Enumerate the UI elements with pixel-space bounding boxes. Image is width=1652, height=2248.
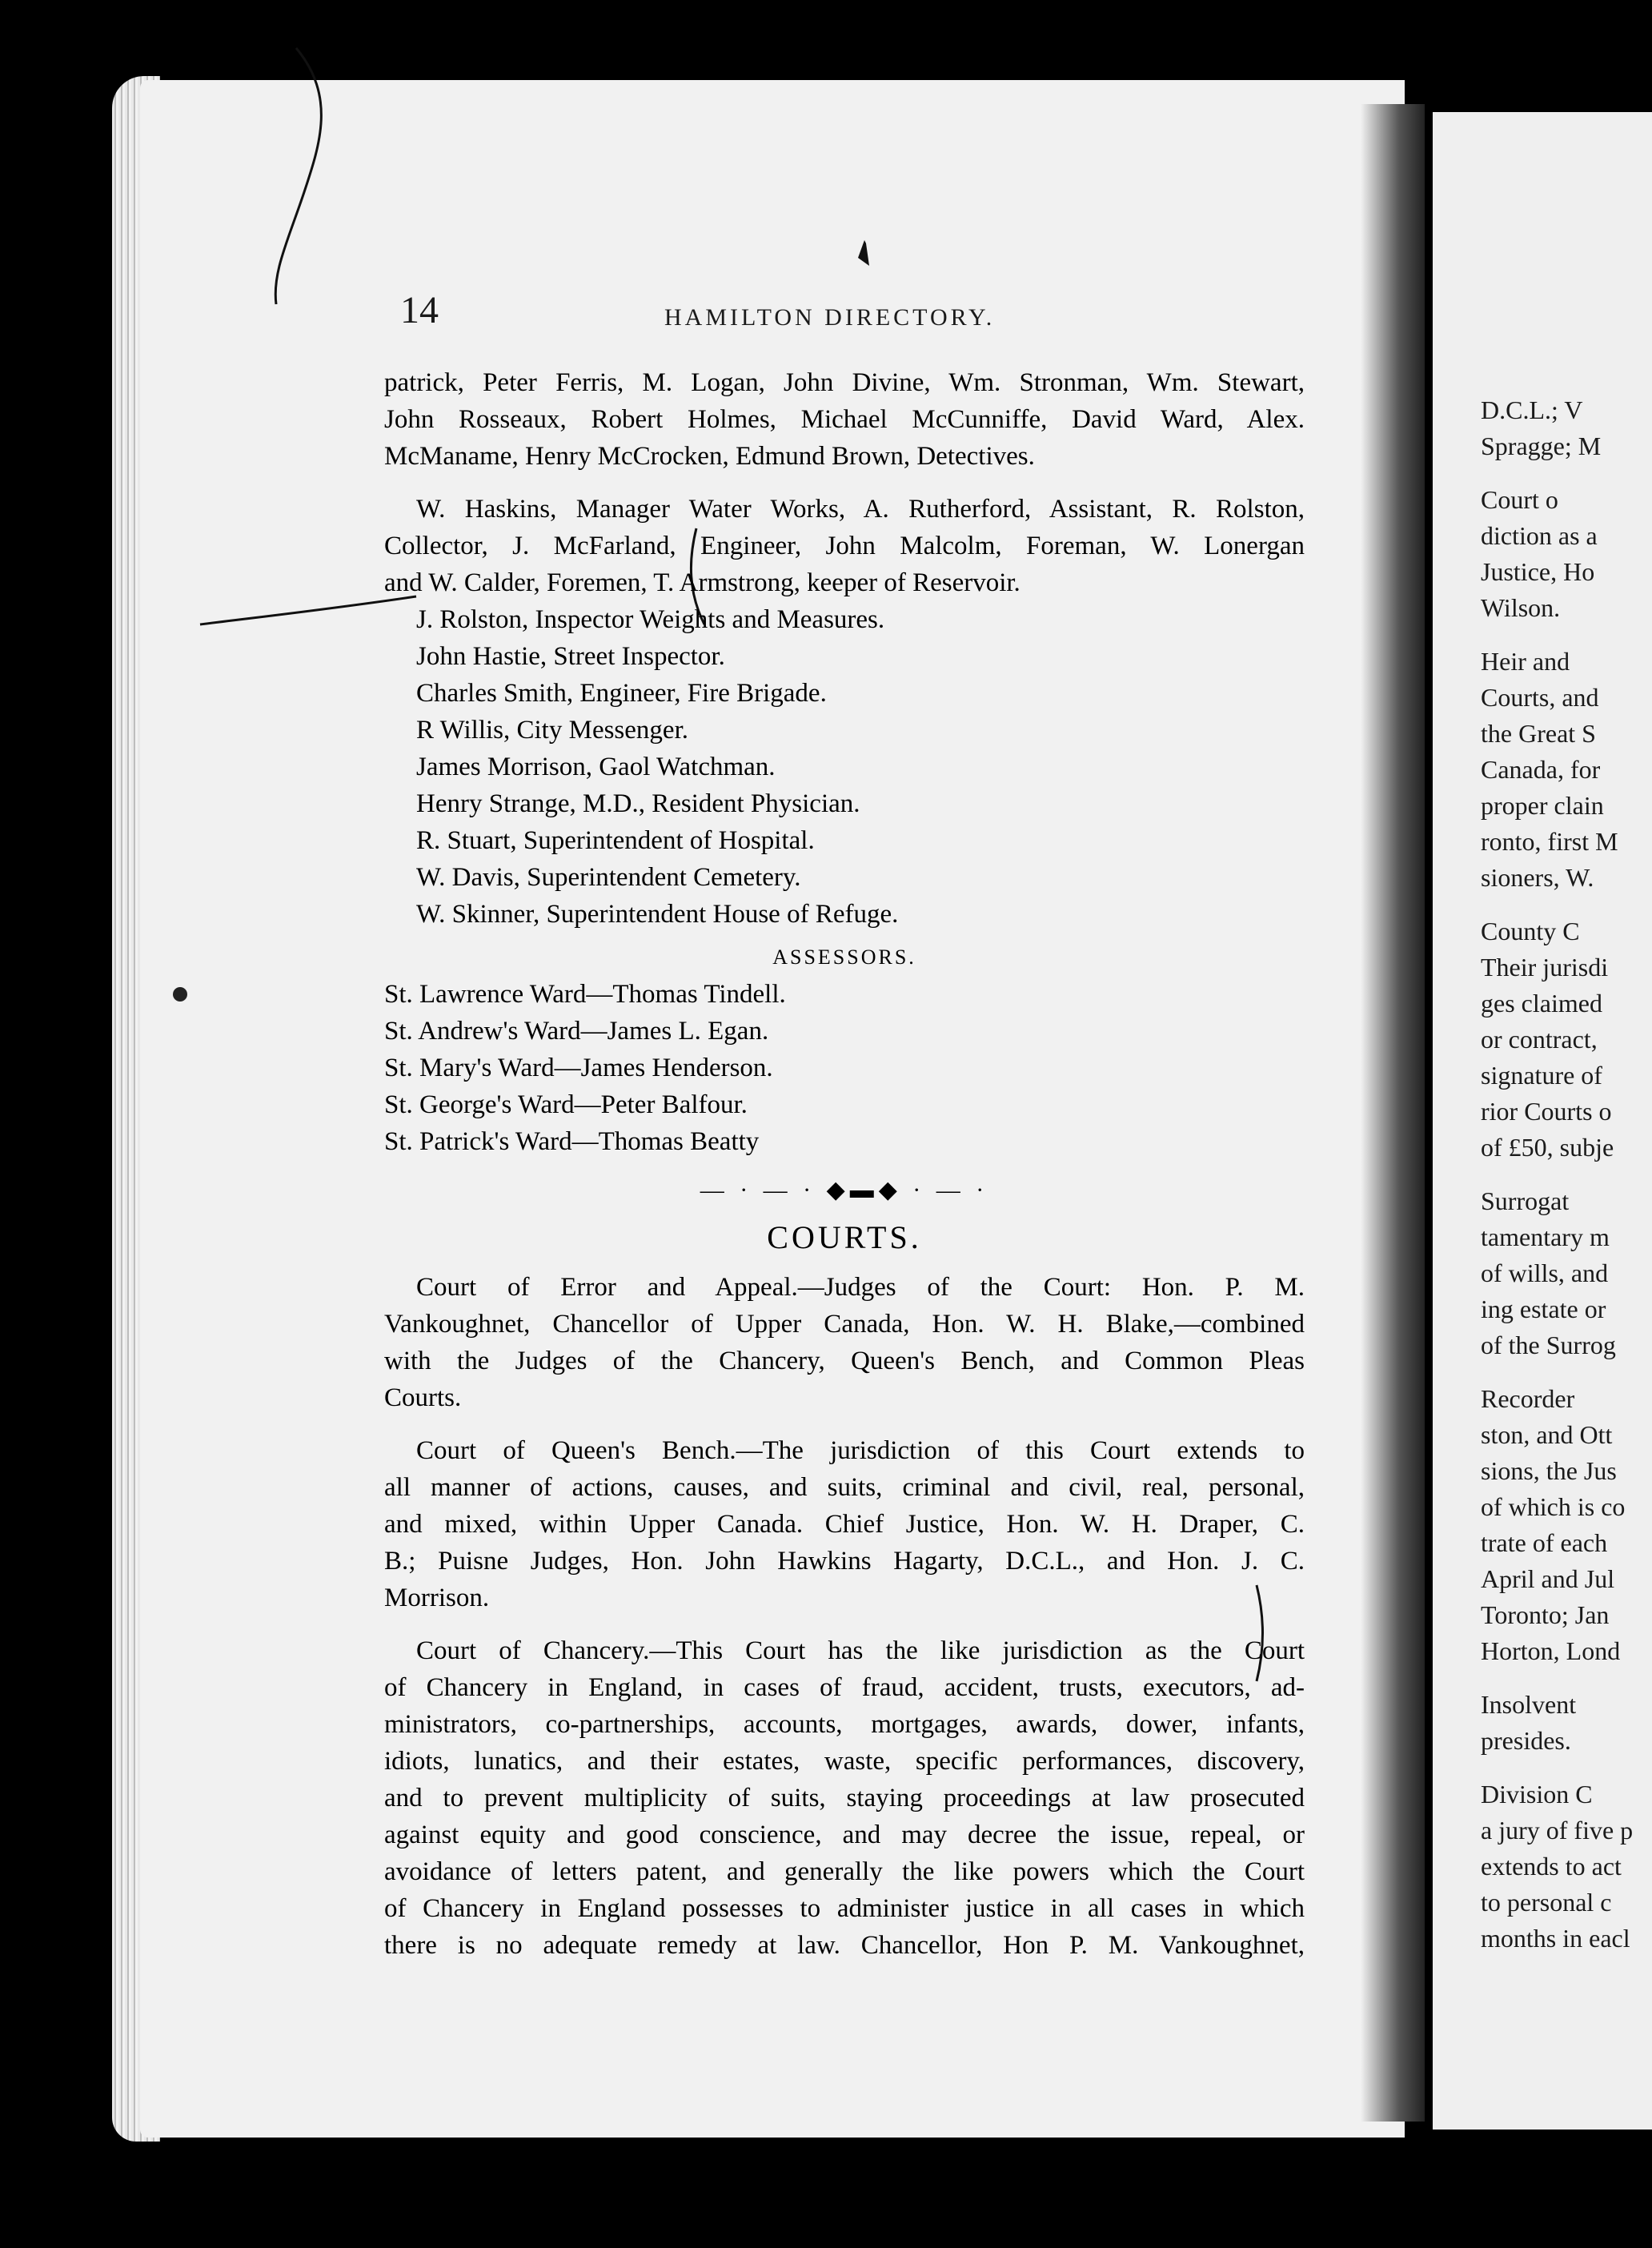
main-text — [384, 364, 1305, 1964]
text-line: idiots, lunatics, and their estates, waste, specific performances, discovery, — [384, 1747, 1305, 1776]
right-page-line: Insolvent — [1481, 1690, 1577, 1719]
right-page-line: or contract, — [1481, 1025, 1598, 1054]
officer-entry: W. Skinner, Superintendent House of Refuge. — [416, 900, 899, 929]
right-page-line: of the Surrog — [1481, 1331, 1616, 1359]
text-line: Morrison. — [384, 1584, 490, 1612]
text-line: Court of Queen's Bench.—The jurisdiction of this Court extends to — [416, 1436, 1305, 1465]
text-line: Collector, J. McFarland, Engineer, John Malcolm, Foreman, W. Lonergan — [384, 532, 1305, 560]
right-page-line: ges claimed — [1481, 989, 1602, 1018]
right-page-line: proper clain — [1481, 791, 1604, 820]
right-page-line: sioners, W. — [1481, 863, 1594, 892]
officer-entry: J. Rolston, Inspector Weights and Measures. — [416, 605, 885, 634]
right-page-line: County C — [1481, 917, 1580, 945]
right-page-line: rior Courts o — [1481, 1097, 1612, 1126]
right-page-line: Toronto; Jan — [1481, 1600, 1610, 1629]
right-page-line: trate of each — [1481, 1528, 1608, 1557]
assessors-heading: ASSESSORS. — [772, 945, 916, 969]
running-head — [400, 288, 1345, 344]
text-line: Court of Chancery.—This Court has the like jurisdiction as the Court — [416, 1636, 1305, 1665]
text-line: and to prevent multiplicity of suits, staying proceedings at law prosecuted — [384, 1784, 1305, 1812]
right-page-line: presides. — [1481, 1726, 1571, 1755]
right-page-line: of £50, subje — [1481, 1133, 1614, 1162]
assessor-entry: St. Andrew's Ward—James L. Egan. — [384, 1017, 769, 1046]
right-page-line: tamentary m — [1481, 1222, 1610, 1251]
text-line: Court of Error and Appeal.—Judges of the Court: Hon. P. M. — [416, 1273, 1305, 1302]
text-line: of Chancery in England, in cases of fraud, accident, trusts, executors, ad- — [384, 1673, 1305, 1702]
text-line: patrick, Peter Ferris, M. Logan, John Divine, Wm. Stronman, Wm. Stewart, — [384, 368, 1305, 397]
text-line: Courts. — [384, 1383, 462, 1412]
right-page-line: a jury of five p — [1481, 1816, 1634, 1845]
right-page-line: sions, the Jus — [1481, 1456, 1617, 1485]
officer-entry: James Morrison, Gaol Watchman. — [416, 753, 776, 781]
text-line: there is no adequate remedy at law. Chancellor, Hon P. M. Vankoughnet, — [384, 1931, 1305, 1960]
right-page-line: Their jurisdi — [1481, 953, 1609, 981]
assessor-entry: St. Mary's Ward—James Henderson. — [384, 1054, 773, 1082]
right-page-line: ston, and Ott — [1481, 1420, 1613, 1449]
right-page-line: Surrogat — [1481, 1186, 1570, 1215]
right-page-line: the Great S — [1481, 719, 1596, 748]
right-page-line: Court o — [1481, 485, 1558, 514]
right-page-line: Justice, Ho — [1481, 557, 1595, 586]
officer-entry: W. Davis, Superintendent Cemetery. — [416, 863, 801, 892]
text-line: Vankoughnet, Chancellor of Upper Canada, Hon. W. H. Blake,—combined — [384, 1310, 1305, 1339]
right-page-line: signature of — [1481, 1061, 1602, 1090]
text-line: with the Judges of the Chancery, Queen's Bench, and Common Pleas — [384, 1347, 1305, 1375]
officer-entry: John Hastie, Street Inspector. — [416, 642, 725, 671]
right-page-line: Heir and — [1481, 647, 1570, 676]
right-page-line: of which is co — [1481, 1492, 1626, 1521]
right-page-line: ronto, first M — [1481, 827, 1618, 856]
right-page-text — [1481, 392, 1652, 1974]
text-line: and mixed, within Upper Canada. Chief Justice, Hon. W. H. Draper, C. — [384, 1510, 1305, 1539]
text-line: John Rosseaux, Robert Holmes, Michael McCunniffe, David Ward, Alex. — [384, 405, 1305, 434]
right-page-line: to personal c — [1481, 1888, 1612, 1917]
officer-entry: R Willis, City Messenger. — [416, 716, 688, 745]
text-line: all manner of actions, causes, and suits, criminal and civil, real, personal, — [384, 1473, 1305, 1502]
assessor-entry: St. Lawrence Ward—Thomas Tindell. — [384, 980, 786, 1009]
right-page-line: extends to act — [1481, 1852, 1622, 1881]
officer-entry: Henry Strange, M.D., Resident Physician. — [416, 789, 860, 818]
right-page-line: Spragge; M — [1481, 432, 1602, 460]
right-page-line: months in eacl — [1481, 1924, 1630, 1953]
text-line: and W. Calder, Foremen, T. Armstrong, keeper of Reservoir. — [384, 568, 1020, 597]
assessor-entry: St. George's Ward—Peter Balfour. — [384, 1090, 748, 1119]
right-page-line: diction as a — [1481, 521, 1598, 550]
officer-entry: Charles Smith, Engineer, Fire Brigade. — [416, 679, 827, 708]
text-line: of Chancery in England possesses to administer justice in all cases in which — [384, 1894, 1305, 1923]
courts-heading: COURTS. — [767, 1219, 922, 1255]
ornament-divider: — · — · ◆▬◆ · — · — [700, 1177, 989, 1203]
text-line: B.; Puisne Judges, Hon. John Hawkins Hagarty, D.C.L., and Hon. J. C. — [384, 1547, 1305, 1576]
right-page-line: Horton, Lond — [1481, 1636, 1621, 1665]
right-page-line: April and Jul — [1481, 1564, 1615, 1593]
right-page-line: ing estate or — [1481, 1295, 1606, 1323]
page-title: HAMILTON DIRECTORY. — [664, 304, 996, 331]
right-page-line: of wills, and — [1481, 1258, 1609, 1287]
page-number: 14 — [400, 289, 439, 331]
right-page-line: Recorder — [1481, 1384, 1575, 1413]
right-page-line: Division C — [1481, 1780, 1593, 1808]
text-line: ministrators, co-partnerships, accounts, mortgages, awards, dower, infants, — [384, 1710, 1305, 1739]
right-page-line: Canada, for — [1481, 755, 1601, 784]
text-line: McManame, Henry McCrocken, Edmund Brown, Detectives. — [384, 442, 1035, 471]
assessor-entry: St. Patrick's Ward—Thomas Beatty — [384, 1127, 760, 1156]
officer-entry: R. Stuart, Superintendent of Hospital. — [416, 826, 815, 855]
text-line: avoidance of letters patent, and generally the like powers which the Court — [384, 1857, 1305, 1886]
right-page-line: D.C.L.; V — [1481, 395, 1583, 424]
right-page-line: Wilson. — [1481, 593, 1561, 622]
right-page-line: Courts, and — [1481, 683, 1599, 712]
text-line: against equity and good conscience, and may decree the issue, repeal, or — [384, 1820, 1305, 1849]
text-line: W. Haskins, Manager Water Works, A. Rutherford, Assistant, R. Rolston, — [416, 495, 1305, 524]
